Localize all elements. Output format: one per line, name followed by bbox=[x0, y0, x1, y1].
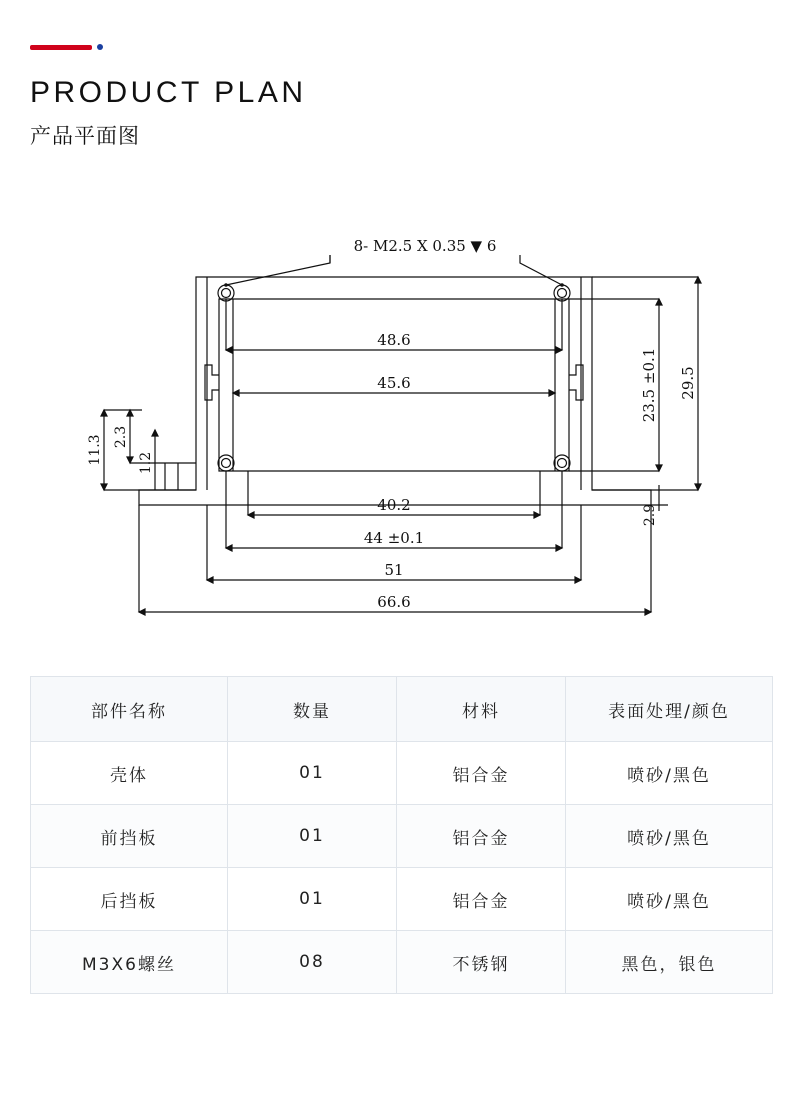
dim-label-51: 51 bbox=[384, 561, 404, 579]
arrow-right-45-6 bbox=[549, 390, 555, 396]
cell-finish: 黑色，银色 bbox=[566, 931, 773, 994]
spec-table bbox=[30, 676, 773, 994]
arrow-top-11-3 bbox=[101, 410, 107, 416]
cell-quantity: 01 bbox=[228, 868, 397, 931]
screw-boss-bottom-right bbox=[554, 455, 570, 471]
cell-finish: 喷砂/黑色 bbox=[566, 742, 773, 805]
arrow-right-51 bbox=[575, 577, 581, 583]
arrow-right-44 bbox=[556, 545, 562, 551]
table-header-material: 材料 bbox=[397, 677, 566, 742]
cell-material: 铝合金 bbox=[397, 805, 566, 868]
cell-finish: 喷砂/黑色 bbox=[566, 868, 773, 931]
arrow-top-23-5 bbox=[656, 299, 662, 305]
dim-label-66-6: 66.6 bbox=[377, 593, 411, 611]
dim-label-44: 44 ±0.1 bbox=[363, 529, 425, 547]
dim-label-2-9: 2.9 bbox=[642, 503, 658, 527]
screw-boss-bottom-left bbox=[218, 455, 234, 471]
cell-material: 不锈钢 bbox=[397, 931, 566, 994]
arrow-left-66-6 bbox=[139, 609, 145, 615]
cell-finish: 喷砂/黑色 bbox=[566, 805, 773, 868]
dim-label-23-5: 23.5 ±0.1 bbox=[640, 347, 658, 423]
page-header bbox=[30, 42, 750, 150]
screw-hole-top-left bbox=[222, 289, 231, 298]
cell-quantity: 01 bbox=[228, 742, 397, 805]
dim-label-29-5: 29.5 bbox=[679, 366, 697, 400]
cell-quantity: 01 bbox=[228, 805, 397, 868]
table-header-finish: 表面处理/颜色 bbox=[566, 677, 773, 742]
arrow-bottom-23-5 bbox=[656, 465, 662, 471]
arrow-right-66-6 bbox=[645, 609, 651, 615]
page-title-cn: 产品平面图 bbox=[30, 124, 140, 148]
arrow-left-51 bbox=[207, 577, 213, 583]
arrow-top-1-2 bbox=[152, 430, 158, 436]
cell-part-name: 壳体 bbox=[31, 742, 228, 805]
cell-material: 铝合金 bbox=[397, 742, 566, 805]
table-header-row bbox=[31, 677, 773, 742]
arrow-bottom-2-3 bbox=[127, 457, 133, 463]
spec-table-body bbox=[31, 742, 773, 994]
table-header-quantity: 数量 bbox=[228, 677, 397, 742]
arrow-top-29-5 bbox=[695, 277, 701, 283]
technical-drawing bbox=[0, 215, 790, 645]
leader-dot-left bbox=[224, 283, 228, 287]
note-top-label: 8- M2.5 X 0.35 ▼ 6 bbox=[353, 237, 497, 255]
arrow-right-48-6 bbox=[556, 347, 562, 353]
accent-bar bbox=[30, 42, 750, 52]
arrow-right-40-2 bbox=[534, 512, 540, 518]
table-header-part-name: 部件名称 bbox=[31, 677, 228, 742]
dim-label-45-6: 45.6 bbox=[377, 374, 411, 392]
page-title-en: PRODUCT PLAN bbox=[30, 76, 307, 109]
dim-label-1-2: 1.2 bbox=[138, 451, 154, 475]
arrow-left-44 bbox=[226, 545, 232, 551]
drawing-svg bbox=[0, 215, 790, 645]
screw-hole-top-right bbox=[558, 289, 567, 298]
cell-part-name: M3X6螺丝 bbox=[31, 931, 228, 994]
accent-blue-dot bbox=[97, 44, 103, 50]
table-row bbox=[31, 805, 773, 868]
table-row bbox=[31, 742, 773, 805]
arrow-top-2-3 bbox=[127, 410, 133, 416]
dim-label-11-3: 11.3 bbox=[87, 434, 103, 466]
cell-part-name: 后挡板 bbox=[31, 868, 228, 931]
table-row bbox=[31, 868, 773, 931]
dim-label-2-3: 2.3 bbox=[113, 425, 129, 449]
leader-left-note bbox=[226, 255, 330, 285]
dim-label-40-2: 40.2 bbox=[377, 496, 411, 514]
spec-table-wrapper bbox=[30, 676, 760, 994]
spec-table-head bbox=[31, 677, 773, 742]
dim-label-48-6: 48.6 bbox=[377, 331, 411, 349]
screw-hole-bottom-right bbox=[558, 459, 567, 468]
screw-hole-bottom-left bbox=[222, 459, 231, 468]
arrow-bottom-11-3 bbox=[101, 484, 107, 490]
cell-quantity: 08 bbox=[228, 931, 397, 994]
arrow-left-40-2 bbox=[248, 512, 254, 518]
arrow-left-45-6 bbox=[233, 390, 239, 396]
cell-part-name: 前挡板 bbox=[31, 805, 228, 868]
accent-red-bar bbox=[30, 45, 92, 50]
leader-dot-right bbox=[560, 283, 564, 287]
cell-material: 铝合金 bbox=[397, 868, 566, 931]
table-row bbox=[31, 931, 773, 994]
leader-right-note bbox=[520, 255, 562, 285]
arrow-bottom-29-5 bbox=[695, 484, 701, 490]
arrow-left-48-6 bbox=[226, 347, 232, 353]
